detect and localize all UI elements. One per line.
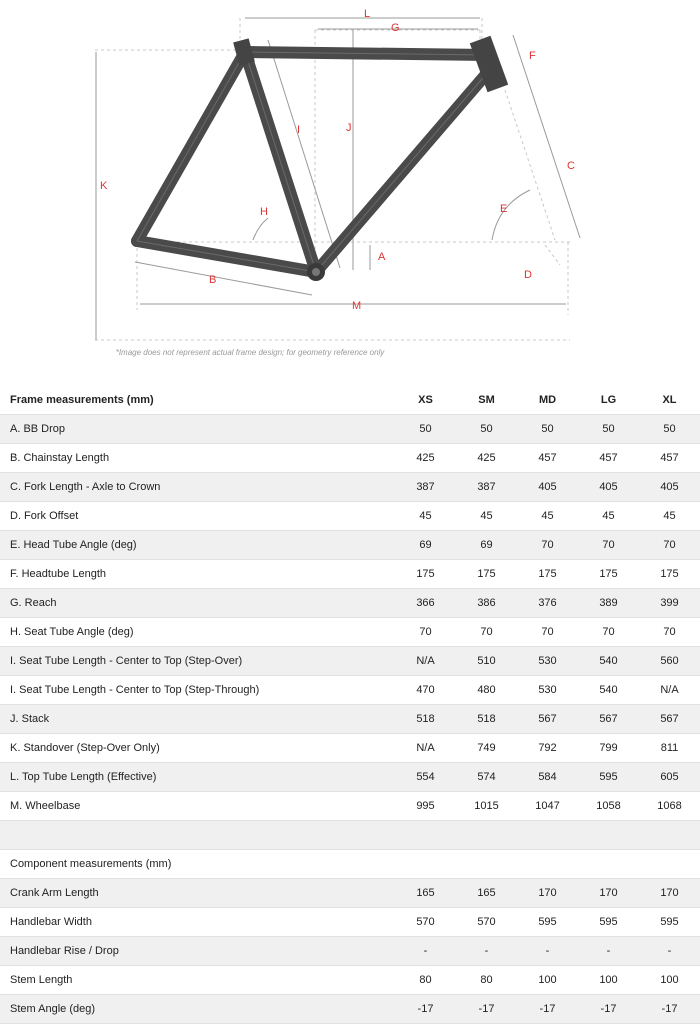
- row-value: LG: [578, 386, 639, 415]
- row-value: 530: [517, 647, 578, 676]
- row-value: 1047: [517, 792, 578, 821]
- row-value: 170: [517, 879, 578, 908]
- row-value: 389: [578, 589, 639, 618]
- row-value: -17: [456, 995, 517, 1024]
- row-value: 1015: [456, 792, 517, 821]
- table-row: [0, 966, 700, 995]
- label-g: G: [391, 22, 400, 34]
- row-value: 165: [456, 879, 517, 908]
- row-value: 50: [517, 415, 578, 444]
- row-value: 570: [395, 908, 456, 937]
- label-k: K: [100, 180, 108, 192]
- row-value: 100: [639, 966, 700, 995]
- row-value: 175: [578, 560, 639, 589]
- row-value: 1068: [639, 792, 700, 821]
- row-value: 595: [517, 908, 578, 937]
- label-j: J: [346, 122, 352, 134]
- table-header-row: [0, 386, 700, 415]
- row-label: I. Seat Tube Length - Center to Top (Step-Through): [0, 676, 395, 705]
- row-label: J. Stack: [0, 705, 395, 734]
- row-value: 45: [578, 502, 639, 531]
- row-value: [578, 821, 639, 850]
- row-value: [517, 821, 578, 850]
- row-value: -: [517, 937, 578, 966]
- row-value: 570: [456, 908, 517, 937]
- row-label: L. Top Tube Length (Effective): [0, 763, 395, 792]
- row-value: 70: [578, 531, 639, 560]
- row-value: 366: [395, 589, 456, 618]
- row-value: 387: [395, 473, 456, 502]
- row-label: [0, 821, 395, 850]
- row-value: -: [639, 937, 700, 966]
- row-value: 70: [639, 531, 700, 560]
- table-row: [0, 473, 700, 502]
- row-value: 457: [517, 444, 578, 473]
- row-value: -: [395, 937, 456, 966]
- row-value: 567: [639, 705, 700, 734]
- row-value: [639, 850, 700, 879]
- row-value: 386: [456, 589, 517, 618]
- table-row: [0, 415, 700, 444]
- row-value: 175: [517, 560, 578, 589]
- table-row: [0, 705, 700, 734]
- table-row: [0, 879, 700, 908]
- row-label: B. Chainstay Length: [0, 444, 395, 473]
- row-value: 799: [578, 734, 639, 763]
- row-value: 69: [456, 531, 517, 560]
- row-value: SM: [456, 386, 517, 415]
- row-value: 70: [517, 618, 578, 647]
- row-value: 69: [395, 531, 456, 560]
- component-header-row: [0, 850, 700, 879]
- table-row: [0, 560, 700, 589]
- row-value: 175: [395, 560, 456, 589]
- label-b: B: [209, 274, 217, 286]
- row-value: 70: [639, 618, 700, 647]
- row-value: MD: [517, 386, 578, 415]
- row-value: -17: [578, 995, 639, 1024]
- row-value: -17: [639, 995, 700, 1024]
- row-value: 175: [639, 560, 700, 589]
- label-h: H: [260, 206, 268, 218]
- row-value: 518: [456, 705, 517, 734]
- label-l: L: [364, 8, 371, 20]
- row-value: 811: [639, 734, 700, 763]
- row-value: 165: [395, 879, 456, 908]
- diagram-caption: *Image does not represent actual frame design; for geometry reference only: [115, 348, 385, 357]
- row-label: Handlebar Width: [0, 908, 395, 937]
- row-value: 530: [517, 676, 578, 705]
- row-label: Crank Arm Length: [0, 879, 395, 908]
- row-value: XS: [395, 386, 456, 415]
- row-value: 399: [639, 589, 700, 618]
- row-value: 1058: [578, 792, 639, 821]
- table-row: [0, 676, 700, 705]
- row-value: 50: [578, 415, 639, 444]
- row-value: 470: [395, 676, 456, 705]
- row-value: 70: [517, 531, 578, 560]
- row-value: 45: [456, 502, 517, 531]
- table-row: [0, 763, 700, 792]
- geometry-table: [0, 386, 700, 1024]
- row-value: [395, 821, 456, 850]
- row-value: 175: [456, 560, 517, 589]
- table-row: [0, 647, 700, 676]
- row-value: 50: [639, 415, 700, 444]
- row-label: H. Seat Tube Angle (deg): [0, 618, 395, 647]
- label-i: I: [297, 124, 301, 136]
- label-m: M: [352, 300, 362, 312]
- row-value: 749: [456, 734, 517, 763]
- table-row: [0, 734, 700, 763]
- table-row: [0, 792, 700, 821]
- row-label: K. Standover (Step-Over Only): [0, 734, 395, 763]
- row-value: 170: [578, 879, 639, 908]
- spacer-row: [0, 821, 700, 850]
- row-value: [517, 850, 578, 879]
- row-value: [456, 850, 517, 879]
- row-value: 100: [578, 966, 639, 995]
- row-value: 540: [578, 676, 639, 705]
- row-label: F. Headtube Length: [0, 560, 395, 589]
- table-row: [0, 995, 700, 1024]
- row-value: -17: [395, 995, 456, 1024]
- row-value: 405: [639, 473, 700, 502]
- row-value: 50: [456, 415, 517, 444]
- row-value: [395, 850, 456, 879]
- row-value: 584: [517, 763, 578, 792]
- row-value: 80: [395, 966, 456, 995]
- row-value: 405: [517, 473, 578, 502]
- row-value: 45: [395, 502, 456, 531]
- label-d: D: [524, 269, 532, 281]
- row-value: 605: [639, 763, 700, 792]
- row-value: 567: [578, 705, 639, 734]
- row-value: 70: [395, 618, 456, 647]
- row-value: 457: [578, 444, 639, 473]
- row-value: 457: [639, 444, 700, 473]
- row-value: 595: [639, 908, 700, 937]
- row-value: 170: [639, 879, 700, 908]
- row-value: 574: [456, 763, 517, 792]
- row-value: 995: [395, 792, 456, 821]
- row-value: 45: [639, 502, 700, 531]
- row-label: Component measurements (mm): [0, 850, 395, 879]
- row-value: 595: [578, 763, 639, 792]
- row-label: E. Head Tube Angle (deg): [0, 531, 395, 560]
- row-value: 50: [395, 415, 456, 444]
- table-row: [0, 531, 700, 560]
- row-label: A. BB Drop: [0, 415, 395, 444]
- row-label: G. Reach: [0, 589, 395, 618]
- label-c: C: [567, 160, 575, 172]
- label-e: E: [500, 203, 508, 215]
- row-value: 405: [578, 473, 639, 502]
- row-value: -: [456, 937, 517, 966]
- row-value: -: [578, 937, 639, 966]
- row-value: 595: [578, 908, 639, 937]
- row-value: N/A: [639, 676, 700, 705]
- row-value: 100: [517, 966, 578, 995]
- frame-geometry-diagram: [0, 0, 700, 385]
- row-value: 425: [456, 444, 517, 473]
- row-label: D. Fork Offset: [0, 502, 395, 531]
- row-label: M. Wheelbase: [0, 792, 395, 821]
- row-value: 510: [456, 647, 517, 676]
- row-label: C. Fork Length - Axle to Crown: [0, 473, 395, 502]
- row-value: 560: [639, 647, 700, 676]
- row-value: XL: [639, 386, 700, 415]
- label-f: F: [529, 50, 536, 62]
- row-value: 70: [456, 618, 517, 647]
- row-value: 425: [395, 444, 456, 473]
- row-value: N/A: [395, 647, 456, 676]
- row-value: 70: [578, 618, 639, 647]
- table-row: [0, 589, 700, 618]
- row-value: 480: [456, 676, 517, 705]
- row-value: 567: [517, 705, 578, 734]
- row-value: -17: [517, 995, 578, 1024]
- row-value: 518: [395, 705, 456, 734]
- bike-frame: [137, 52, 488, 272]
- table-row: [0, 937, 700, 966]
- table-row: [0, 502, 700, 531]
- row-label: I. Seat Tube Length - Center to Top (Step-Over): [0, 647, 395, 676]
- row-value: N/A: [395, 734, 456, 763]
- row-value: [639, 821, 700, 850]
- row-value: 554: [395, 763, 456, 792]
- row-value: [578, 850, 639, 879]
- row-value: 376: [517, 589, 578, 618]
- row-value: 540: [578, 647, 639, 676]
- row-value: [456, 821, 517, 850]
- row-value: 792: [517, 734, 578, 763]
- row-label: Handlebar Rise / Drop: [0, 937, 395, 966]
- row-label: Stem Angle (deg): [0, 995, 395, 1024]
- row-value: 45: [517, 502, 578, 531]
- table-row: [0, 444, 700, 473]
- row-value: 80: [456, 966, 517, 995]
- row-value: 387: [456, 473, 517, 502]
- table-row: [0, 908, 700, 937]
- row-label: Frame measurements (mm): [0, 386, 395, 415]
- label-a: A: [378, 251, 386, 263]
- table-row: [0, 618, 700, 647]
- row-label: Stem Length: [0, 966, 395, 995]
